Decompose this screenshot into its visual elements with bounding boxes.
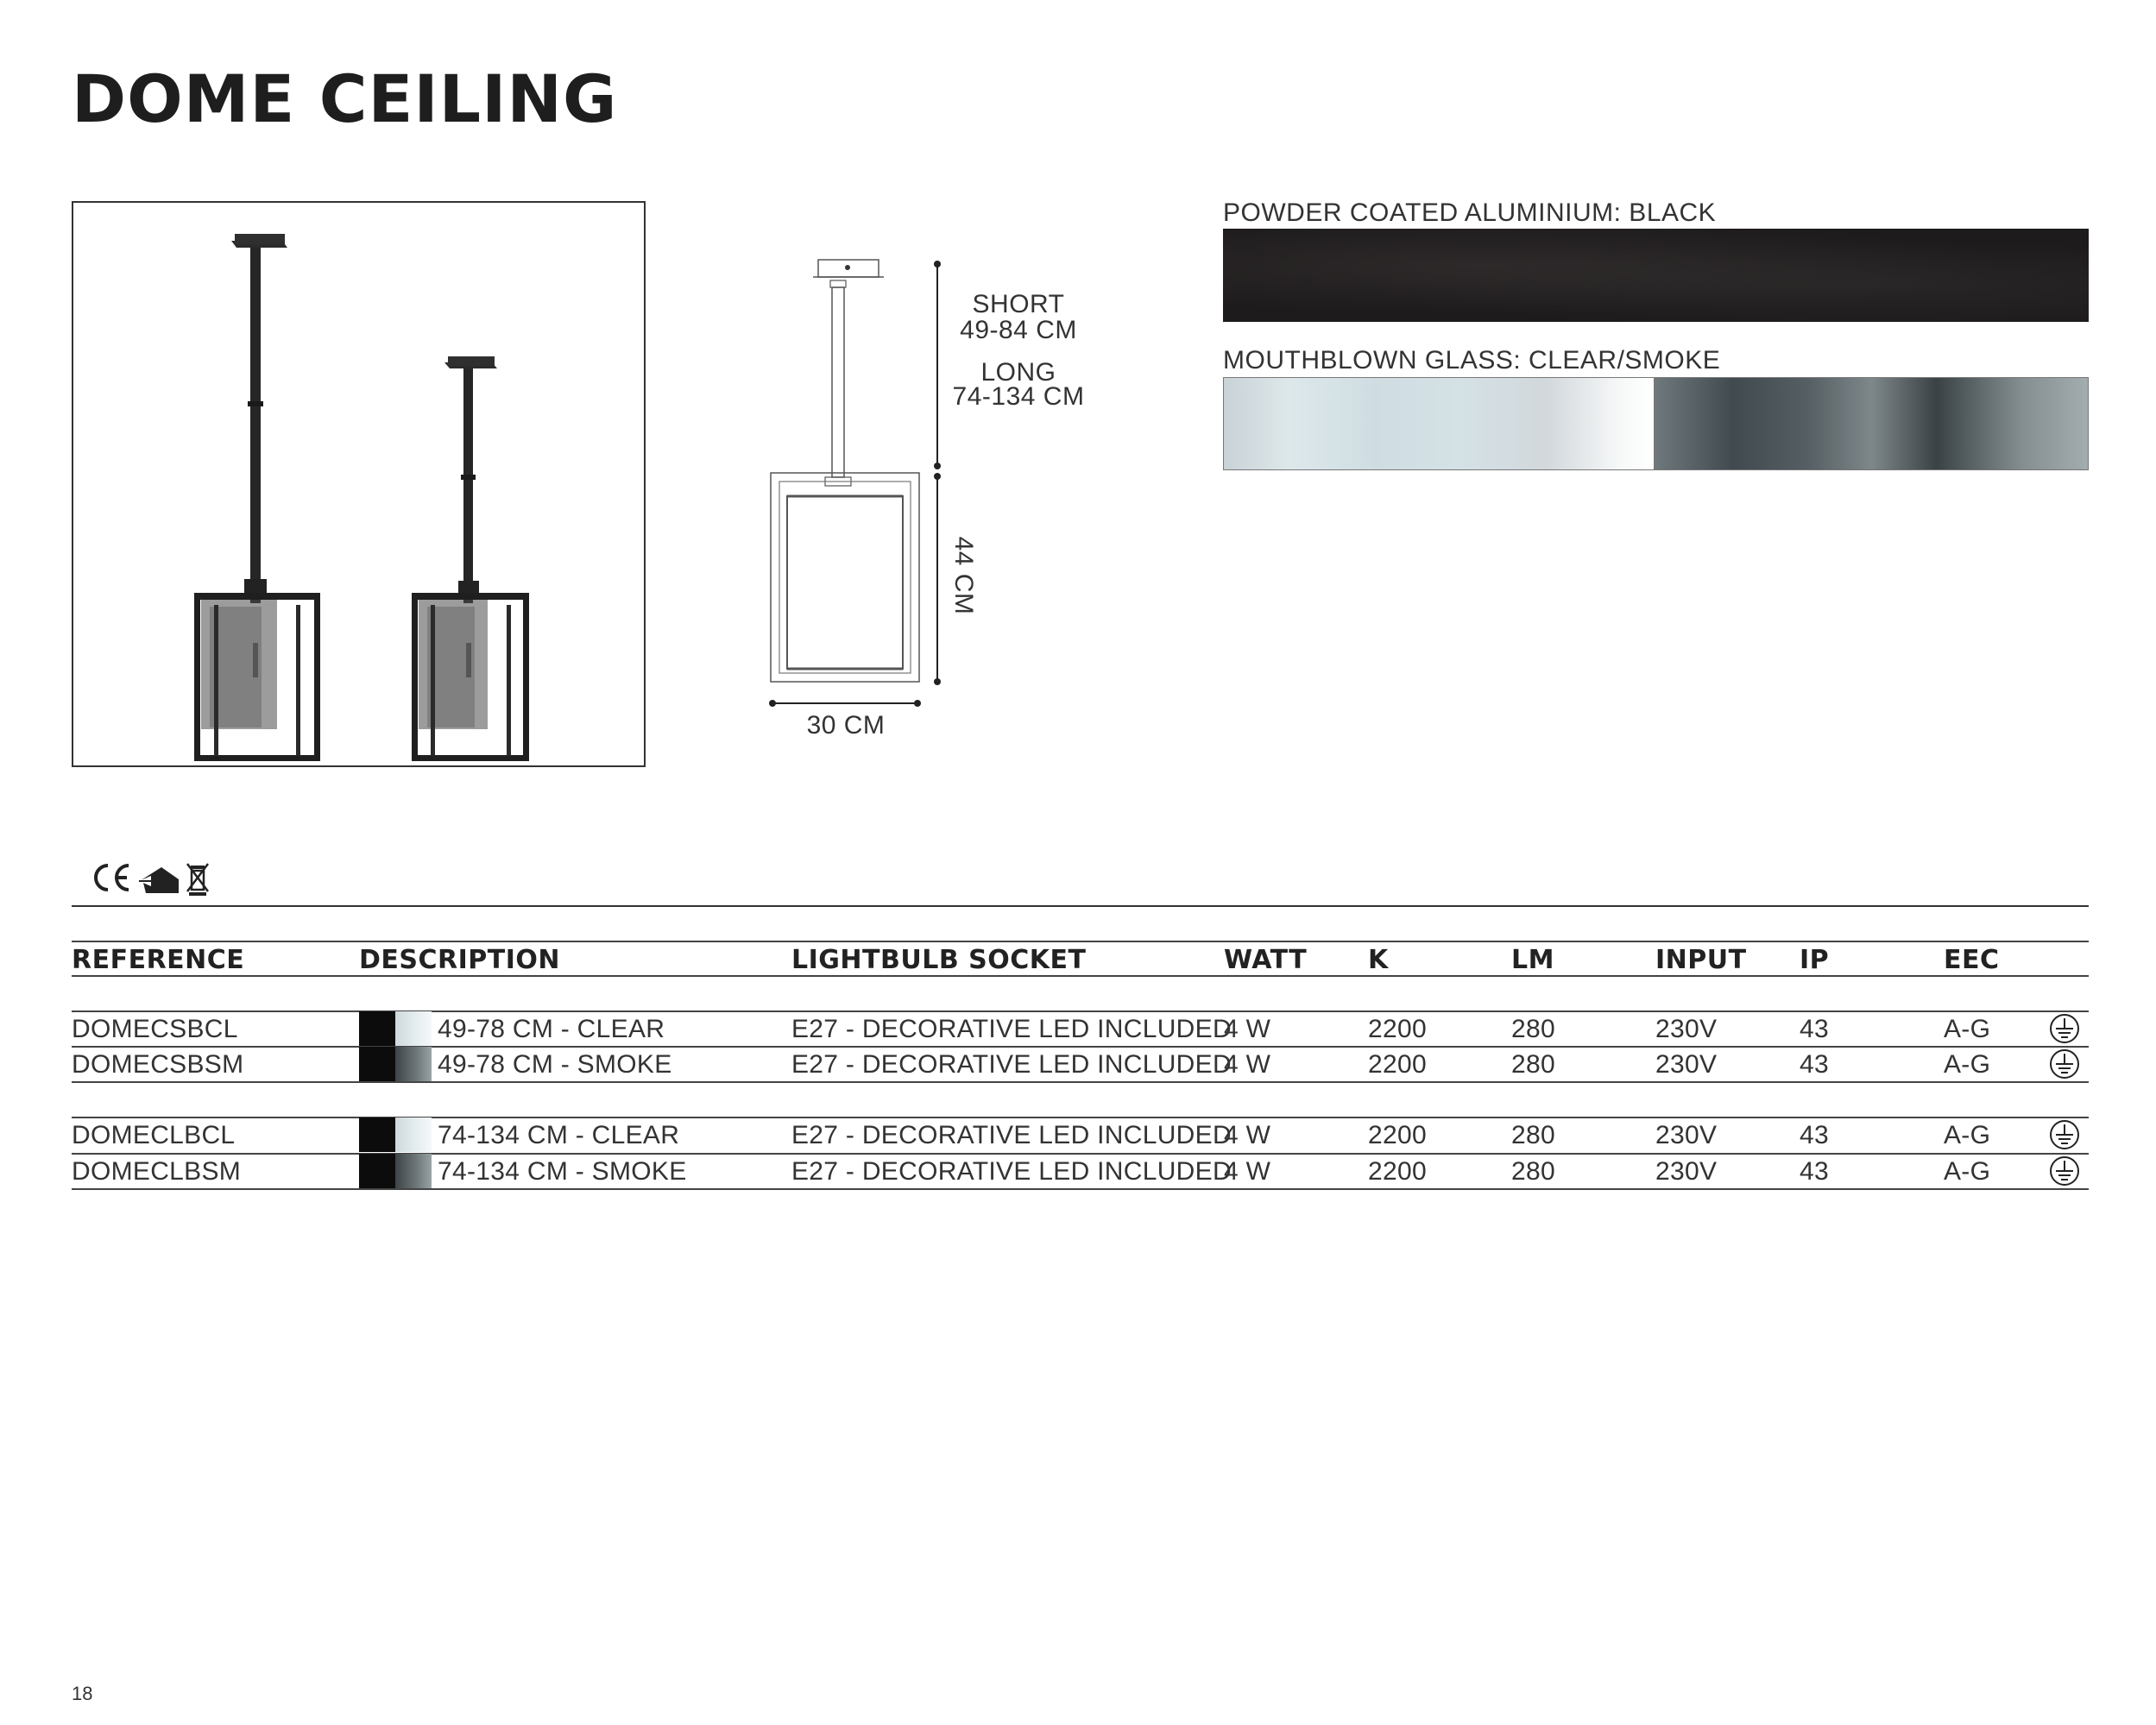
row-lm: 280 (1511, 1121, 1555, 1149)
row-watt: 4 W (1224, 1015, 1271, 1043)
long-label: LONG (980, 358, 1056, 387)
short-range: 49-84 CM (960, 316, 1077, 344)
earth-ground-icon (2049, 1119, 2080, 1150)
table-top-rule (72, 905, 2089, 907)
row-ip: 43 (1800, 1121, 1829, 1149)
earth-ground-icon (2049, 1013, 2080, 1044)
row-reference: DOMECLBCL (72, 1121, 236, 1149)
header-description: DESCRIPTION (359, 945, 561, 975)
house-energy-icon (139, 867, 179, 893)
ce-mark-icon (96, 866, 129, 890)
glass-finish-label: MOUTHBLOWN GLASS: CLEAR/SMOKE (1223, 346, 1721, 375)
row-ip: 43 (1800, 1050, 1829, 1079)
product-photo (72, 201, 646, 767)
black-finish-swatch (359, 1154, 395, 1188)
row-reference: DOMECLBSM (72, 1157, 242, 1186)
row-description: 49-78 CM - CLEAR (438, 1015, 665, 1043)
row-rule (72, 1188, 2089, 1190)
certification-icons (89, 860, 218, 897)
black-finish-swatch (359, 1047, 395, 1081)
header-top-rule (72, 941, 2089, 942)
header-ip: IP (1800, 945, 1830, 975)
header-k: K (1368, 945, 1389, 975)
row-eec: A-G (1944, 1157, 1991, 1186)
row-k: 2200 (1368, 1015, 1427, 1043)
row-ip: 43 (1800, 1015, 1829, 1043)
header-input: INPUT (1655, 945, 1747, 975)
row-ip: 43 (1800, 1157, 1829, 1186)
row-input: 230V (1655, 1050, 1718, 1079)
header-watt: WATT (1224, 945, 1308, 975)
row-watt: 4 W (1224, 1121, 1271, 1149)
black-finish-swatch (359, 1011, 395, 1046)
smoke-glass-swatch-small (395, 1047, 432, 1081)
short-label: SHORT (972, 290, 1065, 318)
aluminium-finish-label: POWDER COATED ALUMINIUM: BLACK (1223, 198, 1717, 227)
header-bottom-rule (72, 975, 2089, 977)
row-input: 230V (1655, 1157, 1718, 1186)
row-lm: 280 (1511, 1050, 1555, 1079)
page-title: DOME CEILING (72, 60, 618, 137)
weee-bin-icon (187, 864, 208, 896)
row-rule (72, 1081, 2089, 1083)
row-eec: A-G (1944, 1050, 1991, 1079)
row-description: 49-78 CM - SMOKE (438, 1050, 672, 1079)
header-socket: LIGHTBULB SOCKET (791, 945, 1087, 975)
black-aluminium-swatch (1223, 229, 2089, 322)
header-lm: LM (1511, 945, 1554, 975)
row-input: 230V (1655, 1015, 1718, 1043)
pendant-lamps-illustration (73, 203, 647, 769)
row-k: 2200 (1368, 1121, 1427, 1149)
row-lm: 280 (1511, 1015, 1555, 1043)
row-watt: 4 W (1224, 1050, 1271, 1079)
page-number: 18 (72, 1683, 93, 1704)
height-dimension: 44 CM (949, 536, 978, 615)
header-eec: EEC (1944, 945, 2000, 975)
row-k: 2200 (1368, 1157, 1427, 1186)
clear-glass-swatch-small (395, 1117, 432, 1152)
row-lm: 280 (1511, 1157, 1555, 1186)
row-description: 74-134 CM - CLEAR (438, 1121, 680, 1149)
row-socket: E27 - DECORATIVE LED INCLUDED (791, 1121, 1232, 1149)
long-range: 74-134 CM (952, 382, 1085, 411)
row-eec: A-G (1944, 1015, 1991, 1043)
width-dimension: 30 CM (806, 711, 886, 740)
black-finish-swatch (359, 1117, 395, 1152)
row-input: 230V (1655, 1121, 1718, 1149)
row-socket: E27 - DECORATIVE LED INCLUDED (791, 1015, 1232, 1043)
row-socket: E27 - DECORATIVE LED INCLUDED (791, 1050, 1232, 1079)
earth-ground-icon (2049, 1155, 2080, 1187)
row-reference: DOMECSBCL (72, 1015, 238, 1043)
clear-glass-swatch (1223, 377, 1655, 470)
row-k: 2200 (1368, 1050, 1427, 1079)
earth-ground-icon (2049, 1048, 2080, 1080)
row-socket: E27 - DECORATIVE LED INCLUDED (791, 1157, 1232, 1186)
smoke-glass-swatch-small (395, 1154, 432, 1188)
smoke-glass-swatch (1655, 377, 2089, 470)
header-reference: REFERENCE (72, 945, 245, 975)
row-reference: DOMECSBSM (72, 1050, 244, 1079)
row-description: 74-134 CM - SMOKE (438, 1157, 687, 1186)
clear-glass-swatch-small (395, 1011, 432, 1046)
row-eec: A-G (1944, 1121, 1991, 1149)
row-watt: 4 W (1224, 1157, 1271, 1186)
